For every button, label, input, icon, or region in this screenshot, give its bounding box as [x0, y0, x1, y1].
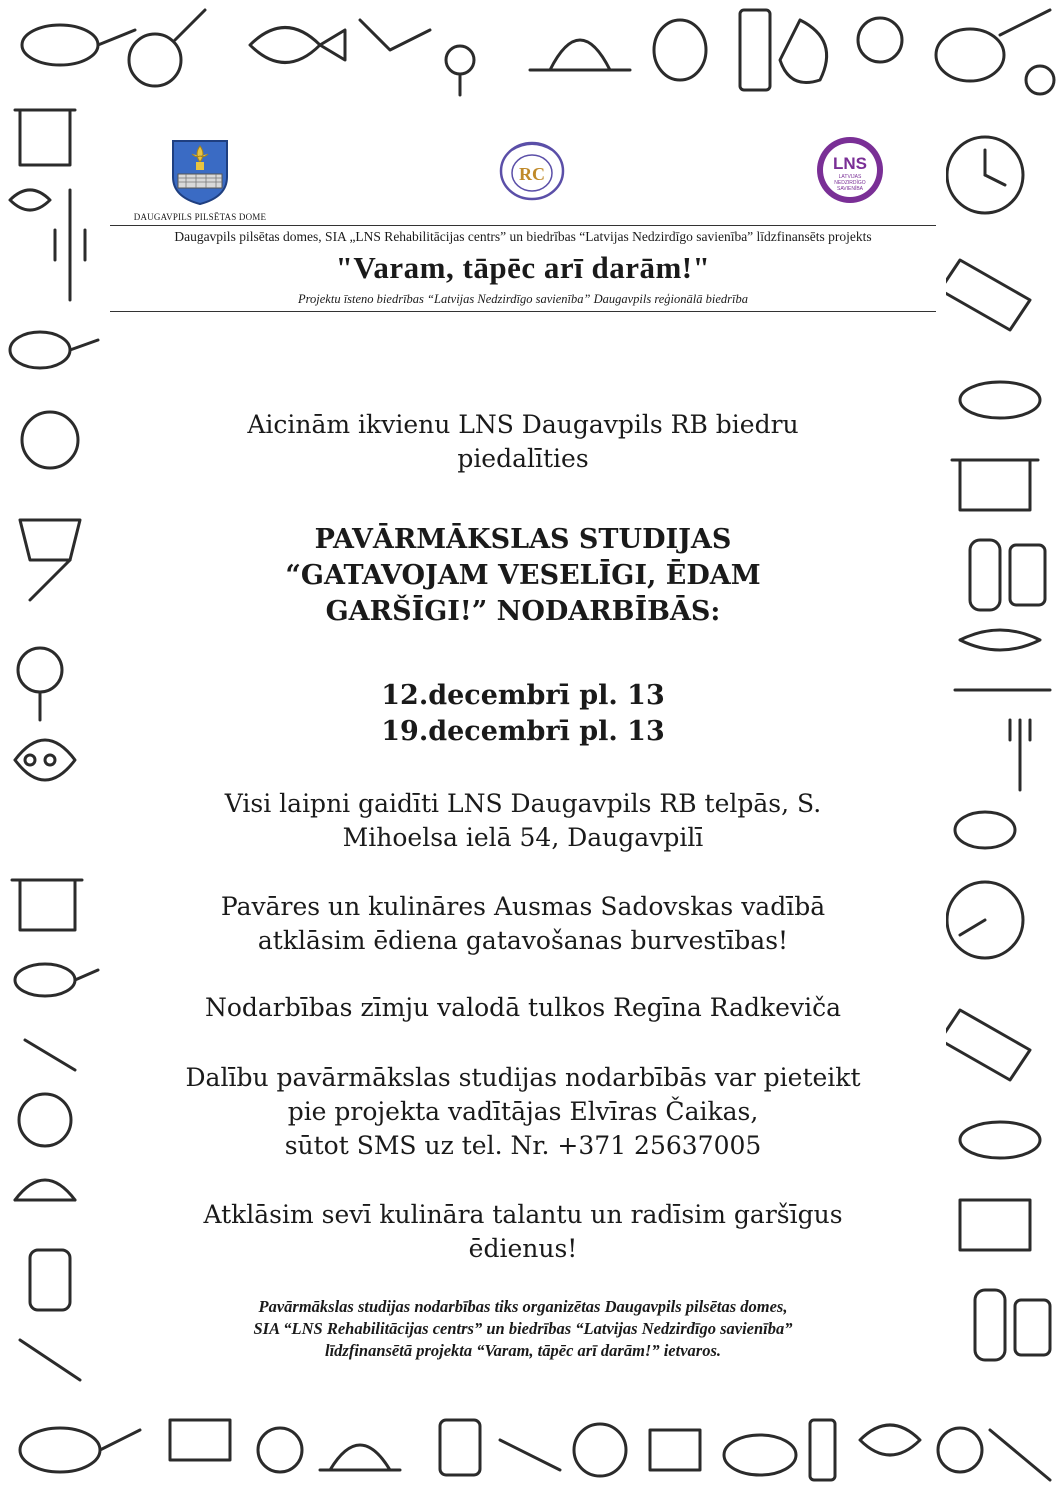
lns-letters: LNS: [833, 154, 867, 173]
session-dates: [140, 678, 906, 750]
chef-line-1: Pavāres un kulināres Ausmas Sadovskas vadībā: [220, 892, 826, 921]
rc-letters: RC: [519, 164, 545, 184]
footer-line-3: līdzfinansētā projekta “Varam, tāpēc arī darām!” ietvaros.: [324, 1341, 722, 1360]
signup-line-2: pie projekta vadītājas Elvīras Čaikas,: [287, 1097, 759, 1126]
venue-text: [140, 787, 906, 855]
project-funding-line: Daugavpils pilsētas domes, SIA „LNS Rehabilitācijas centrs” un biedrības “Latvijas Nedzirdīgo savienība” līdzfinansēts projekts: [174, 229, 872, 244]
project-title: "Varam, tāpēc arī darām!": [335, 250, 711, 285]
poster-panel: [100, 110, 946, 1406]
project-implementer-line: Projektu īsteno biedrības “Latvijas Nedzirdīgo savienība” Daugavpils reģionālā biedrība: [298, 292, 748, 306]
venue-line-2: Mihoelsa ielā 54, Daugavpilī: [342, 823, 704, 852]
studio-heading-line-1: PAVĀRMĀKSLAS STUDIJAS: [314, 524, 732, 555]
session-date-2: 19.decembrī pl. 13: [381, 716, 665, 747]
lns-caption-2: NEDZIRDĪGO: [834, 180, 866, 186]
closing-line-2: ēdienus!: [468, 1234, 578, 1263]
header-divider-top: [110, 225, 936, 226]
studio-heading: [140, 522, 906, 630]
city-coat-of-arms-logo: [120, 138, 280, 222]
lns-caption-3: SAVIENĪBA: [836, 186, 864, 192]
invitation-line-2: piedalīties: [457, 444, 589, 473]
rehab-centre-logo: [498, 140, 566, 206]
footer-line-2: SIA “LNS Rehabilitācijas centrs” un biedrības “Latvijas Nedzirdīgo savienība”: [253, 1319, 793, 1338]
lns-caption-1: LATVIJAS: [838, 174, 862, 180]
footer-note: [140, 1296, 906, 1362]
lns-logo: [815, 135, 885, 209]
invitation-text: [140, 408, 906, 476]
header-divider-bottom: [110, 311, 936, 312]
studio-heading-line-3: GARŠĪGI!” NODARBĪBĀS:: [325, 596, 721, 627]
chef-text: [140, 890, 906, 958]
studio-heading-line-2: “GATAVOJAM VESELĪGI, ĒDAM: [285, 560, 761, 591]
venue-line-1: Visi laipni gaidīti LNS Daugavpils RB telpās, S.: [224, 789, 822, 818]
signup-text: [140, 1061, 906, 1163]
interpreter-text: Nodarbības zīmju valodā tulkos Regīna Radkeviča: [204, 993, 842, 1022]
logo-row: [100, 110, 946, 222]
signup-line-1: Dalību pavārmākslas studijas nodarbībās var pieteikt: [185, 1063, 861, 1092]
session-date-1: 12.decembrī pl. 13: [381, 680, 665, 711]
lns-emblem-icon: [815, 135, 885, 205]
signup-line-3: sūtot SMS uz tel. Nr. +371 25637005: [284, 1131, 762, 1160]
chef-line-2: atklāsim ēdiena gatavošanas burvestības!: [257, 926, 789, 955]
closing-text: [140, 1198, 906, 1266]
footer-line-1: Pavārmākslas studijas nodarbības tiks organizētas Daugavpils pilsētas domes,: [258, 1297, 788, 1316]
invitation-line-1: Aicinām ikvienu LNS Daugavpils RB biedru: [247, 410, 799, 439]
closing-line-1: Atklāsim sevī kulināra talantu un radīsim garšīgus: [203, 1200, 843, 1229]
shield-icon: [170, 138, 230, 206]
city-council-caption: DAUGAVPILS PILSĒTAS DOME: [133, 212, 267, 222]
rc-emblem-icon: [498, 140, 566, 202]
